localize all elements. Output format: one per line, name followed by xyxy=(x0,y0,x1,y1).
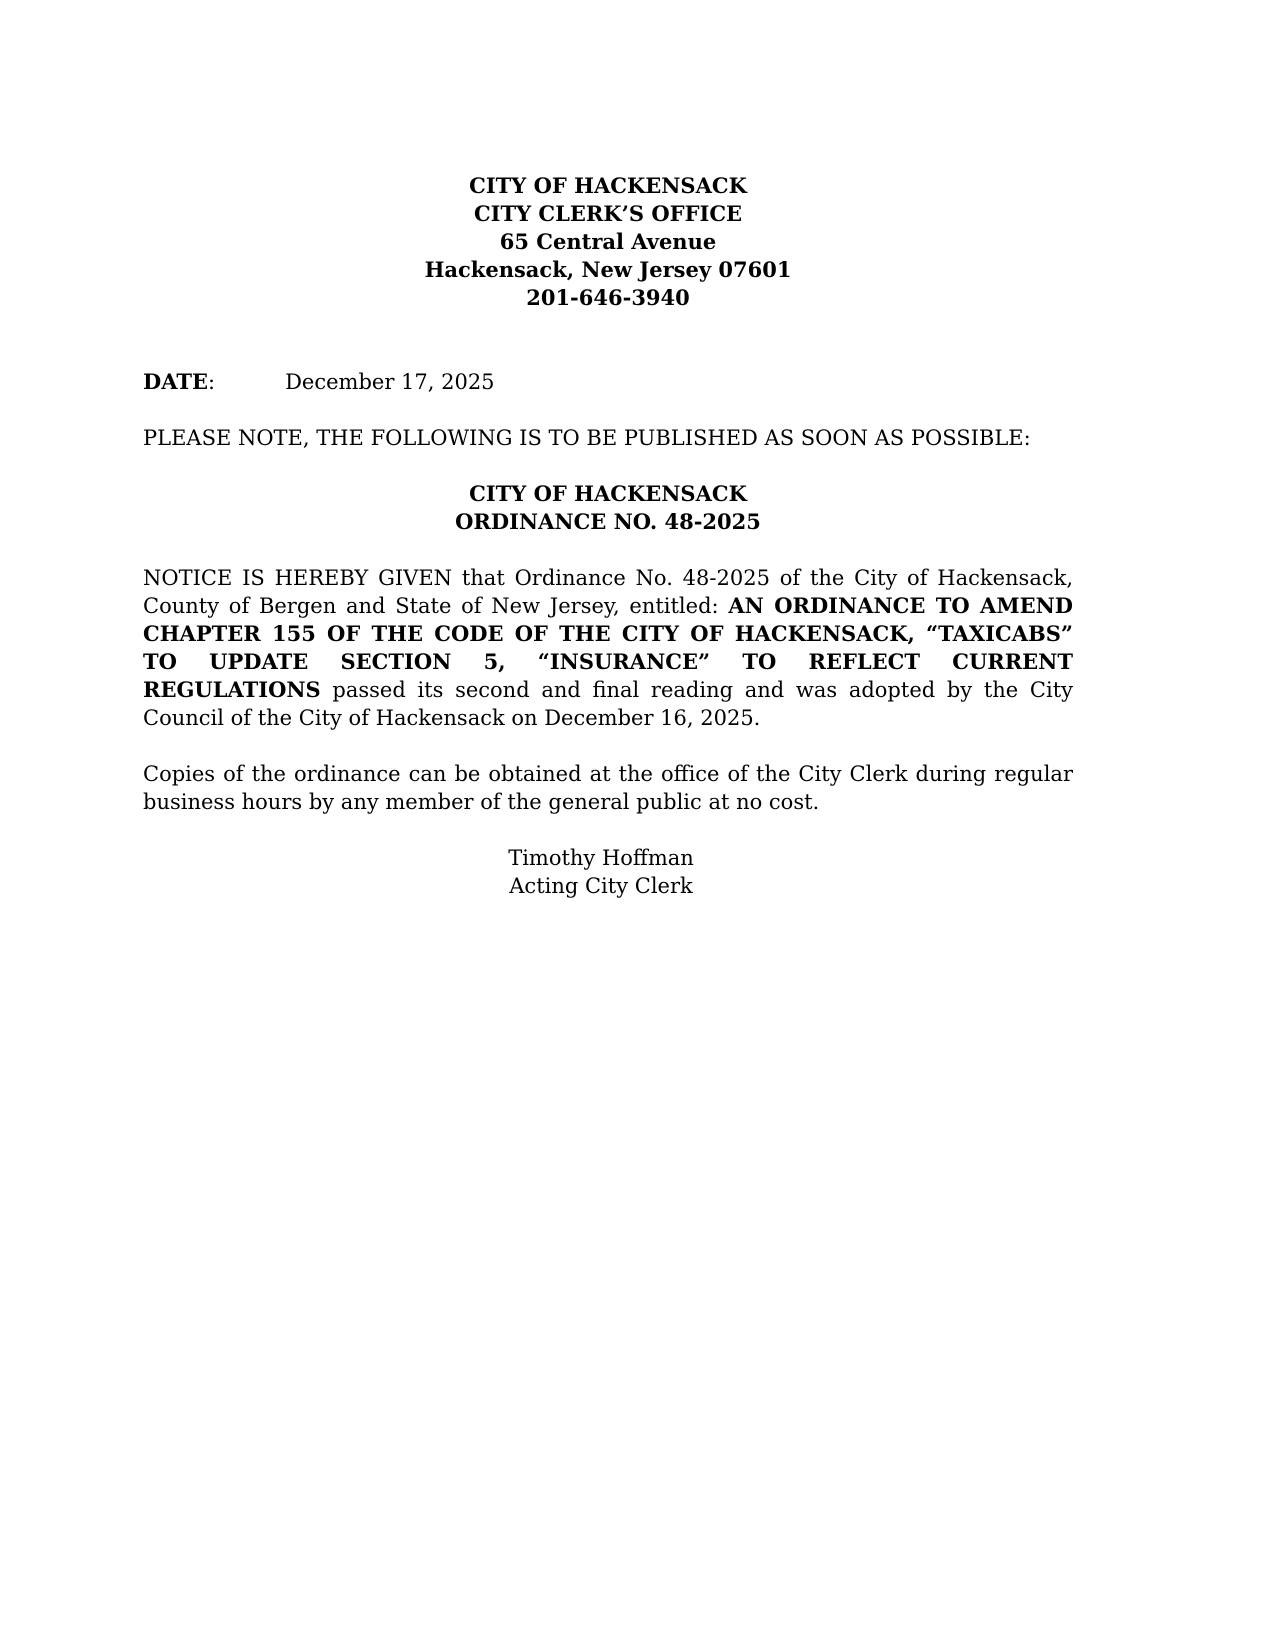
date-colon: : xyxy=(208,370,216,394)
notice-paragraph-ordinance-title: AN ORDINANCE TO AMEND CHAPTER 155 OF THE CODE OF THE CITY OF HACKENSACK, “TAXICABS” TO UPDATE SECTION 5, “INSURANCE” TO REFLECT CURRENT REGULATIONS xyxy=(143,593,1074,702)
letterhead-line-street: 65 Central Avenue xyxy=(499,229,717,254)
letterhead-line-org: CITY OF HACKENSACK xyxy=(469,173,747,198)
ordinance-heading-number: ORDINANCE NO. 48-2025 xyxy=(455,509,761,534)
publish-note: PLEASE NOTE, THE FOLLOWING IS TO BE PUBLISHED AS SOON AS POSSIBLE: xyxy=(143,426,1031,450)
notice-paragraph-part1: NOTICE IS HEREBY GIVEN that Ordinance No. 48-2025 of the City of Hackensack, County of Bergen and State of New Jersey, entitled: xyxy=(143,566,1073,618)
date-label: DATE xyxy=(143,369,208,394)
signature-title: Acting City Clerk xyxy=(509,874,693,898)
document-content xyxy=(143,172,1073,900)
letterhead xyxy=(143,172,1073,312)
letterhead-line-office: CITY CLERK’S OFFICE xyxy=(473,201,743,226)
letterhead-line-city: Hackensack, New Jersey 07601 xyxy=(424,257,792,282)
date-row xyxy=(143,368,1073,396)
notice-paragraph-part3: passed its second and final reading and was adopted by the City Council of the City of Hackensack on December 16, 2025. xyxy=(143,678,1073,730)
signature-name: Timothy Hoffman xyxy=(508,846,694,870)
copies-paragraph: Copies of the ordinance can be obtained at the office of the City Clerk during regular business hours by any member of the general public at no cost. xyxy=(143,762,1073,814)
letterhead-line-phone: 201-646-3940 xyxy=(526,285,690,310)
notice-paragraph xyxy=(143,564,1073,732)
ordinance-heading xyxy=(143,480,1073,536)
date-value: December 17, 2025 xyxy=(285,370,495,394)
signature-block xyxy=(136,844,1066,900)
ordinance-heading-city: CITY OF HACKENSACK xyxy=(469,481,747,506)
